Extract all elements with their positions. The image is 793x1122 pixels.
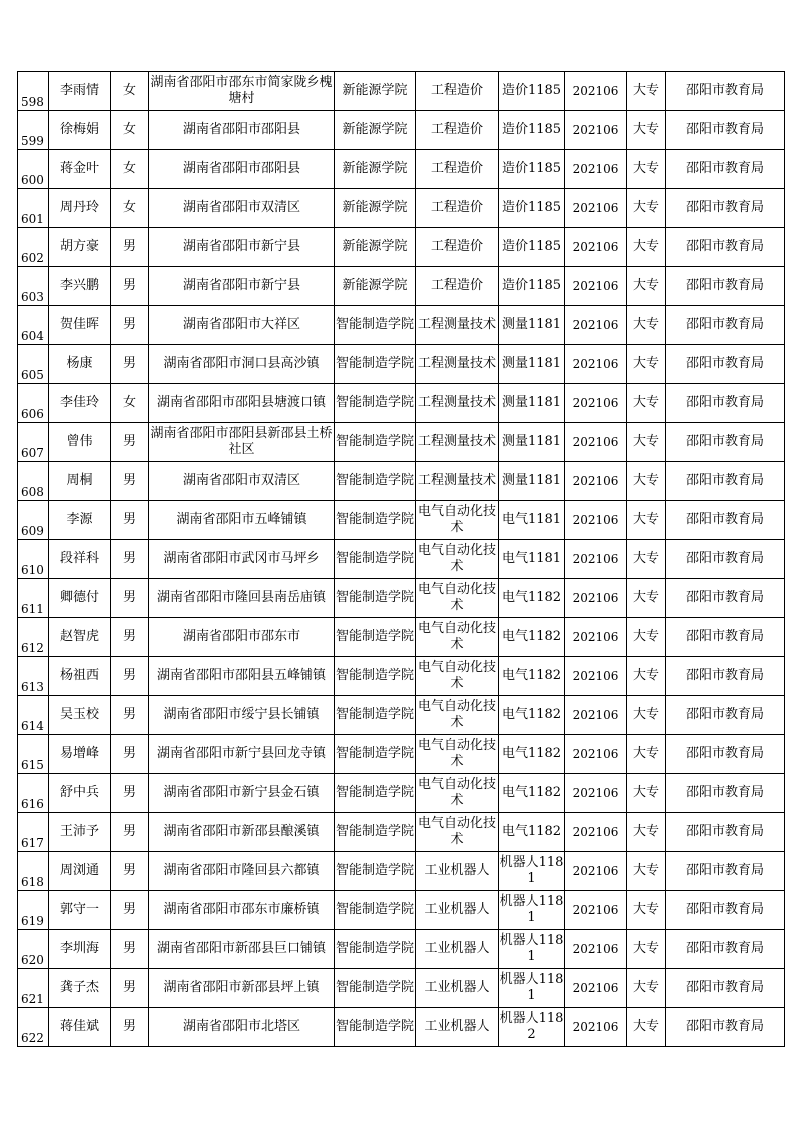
graduation-date-cell: 202106 xyxy=(565,189,627,228)
row-number-cell: 619 xyxy=(18,891,49,930)
graduation-date-cell: 202106 xyxy=(565,228,627,267)
graduation-date-cell: 202106 xyxy=(565,306,627,345)
student-name-cell: 龚子杰 xyxy=(49,969,111,1008)
graduation-date-cell: 202106 xyxy=(565,384,627,423)
student-name-cell: 易增峰 xyxy=(49,735,111,774)
class-code-cell: 测量1181 xyxy=(499,306,565,345)
receiving-unit-cell: 邵阳市教育局 xyxy=(666,423,785,462)
receiving-unit-cell: 邵阳市教育局 xyxy=(666,891,785,930)
gender-cell: 男 xyxy=(111,423,149,462)
receiving-unit-cell: 邵阳市教育局 xyxy=(666,111,785,150)
class-code-cell: 造价1185 xyxy=(499,228,565,267)
table-row xyxy=(18,345,785,384)
gender-cell: 男 xyxy=(111,1008,149,1047)
gender-cell: 男 xyxy=(111,696,149,735)
graduation-date-cell: 202106 xyxy=(565,423,627,462)
education-level-cell: 大专 xyxy=(627,384,666,423)
graduation-date-cell: 202106 xyxy=(565,891,627,930)
major-cell: 工程造价 xyxy=(416,267,499,306)
table-row xyxy=(18,111,785,150)
education-level-cell: 大专 xyxy=(627,618,666,657)
college-cell: 智能制造学院 xyxy=(335,306,416,345)
education-level-cell: 大专 xyxy=(627,891,666,930)
education-level-cell: 大专 xyxy=(627,501,666,540)
table-row xyxy=(18,657,785,696)
student-name-cell: 胡方豪 xyxy=(49,228,111,267)
home-address-cell: 湖南省邵阳市邵阳县塘渡口镇 xyxy=(149,384,335,423)
gender-cell: 男 xyxy=(111,501,149,540)
gender-cell: 男 xyxy=(111,774,149,813)
college-cell: 智能制造学院 xyxy=(335,540,416,579)
education-level-cell: 大专 xyxy=(627,696,666,735)
college-cell: 新能源学院 xyxy=(335,228,416,267)
college-cell: 智能制造学院 xyxy=(335,657,416,696)
row-number-cell: 616 xyxy=(18,774,49,813)
class-code-cell: 电气1182 xyxy=(499,735,565,774)
row-number-cell: 612 xyxy=(18,618,49,657)
table-row xyxy=(18,618,785,657)
student-name-cell: 周丹玲 xyxy=(49,189,111,228)
student-name-cell: 李雨情 xyxy=(49,72,111,111)
row-number-cell: 603 xyxy=(18,267,49,306)
home-address-cell: 湖南省邵阳市新邵县巨口铺镇 xyxy=(149,930,335,969)
college-cell: 智能制造学院 xyxy=(335,735,416,774)
receiving-unit-cell: 邵阳市教育局 xyxy=(666,384,785,423)
home-address-cell: 湖南省邵阳市五峰铺镇 xyxy=(149,501,335,540)
class-code-cell: 机器人1181 xyxy=(499,891,565,930)
table-row xyxy=(18,852,785,891)
college-cell: 智能制造学院 xyxy=(335,462,416,501)
college-cell: 智能制造学院 xyxy=(335,618,416,657)
education-level-cell: 大专 xyxy=(627,852,666,891)
major-cell: 工程造价 xyxy=(416,150,499,189)
class-code-cell: 机器人1181 xyxy=(499,969,565,1008)
gender-cell: 男 xyxy=(111,579,149,618)
student-name-cell: 赵智虎 xyxy=(49,618,111,657)
college-cell: 新能源学院 xyxy=(335,150,416,189)
table-row xyxy=(18,501,785,540)
student-name-cell: 蒋金叶 xyxy=(49,150,111,189)
class-code-cell: 造价1185 xyxy=(499,189,565,228)
row-number-cell: 599 xyxy=(18,111,49,150)
major-cell: 电气自动化技术 xyxy=(416,813,499,852)
education-level-cell: 大专 xyxy=(627,657,666,696)
home-address-cell: 湖南省邵阳市邵东市简家陇乡槐塘村 xyxy=(149,72,335,111)
education-level-cell: 大专 xyxy=(627,267,666,306)
row-number-cell: 621 xyxy=(18,969,49,1008)
education-level-cell: 大专 xyxy=(627,969,666,1008)
row-number-cell: 617 xyxy=(18,813,49,852)
student-name-cell: 卿德付 xyxy=(49,579,111,618)
college-cell: 智能制造学院 xyxy=(335,813,416,852)
receiving-unit-cell: 邵阳市教育局 xyxy=(666,852,785,891)
row-number-cell: 608 xyxy=(18,462,49,501)
table-row xyxy=(18,696,785,735)
gender-cell: 女 xyxy=(111,72,149,111)
gender-cell: 女 xyxy=(111,150,149,189)
class-code-cell: 电气1182 xyxy=(499,618,565,657)
major-cell: 工程测量技术 xyxy=(416,462,499,501)
college-cell: 智能制造学院 xyxy=(335,501,416,540)
student-name-cell: 杨康 xyxy=(49,345,111,384)
student-name-cell: 蒋佳斌 xyxy=(49,1008,111,1047)
home-address-cell: 湖南省邵阳市北塔区 xyxy=(149,1008,335,1047)
gender-cell: 男 xyxy=(111,228,149,267)
major-cell: 工程测量技术 xyxy=(416,384,499,423)
college-cell: 智能制造学院 xyxy=(335,930,416,969)
education-level-cell: 大专 xyxy=(627,813,666,852)
class-code-cell: 机器人1182 xyxy=(499,1008,565,1047)
receiving-unit-cell: 邵阳市教育局 xyxy=(666,228,785,267)
graduation-date-cell: 202106 xyxy=(565,618,627,657)
student-name-cell: 李源 xyxy=(49,501,111,540)
receiving-unit-cell: 邵阳市教育局 xyxy=(666,462,785,501)
major-cell: 工程造价 xyxy=(416,111,499,150)
gender-cell: 女 xyxy=(111,111,149,150)
receiving-unit-cell: 邵阳市教育局 xyxy=(666,72,785,111)
class-code-cell: 机器人1181 xyxy=(499,852,565,891)
receiving-unit-cell: 邵阳市教育局 xyxy=(666,189,785,228)
row-number-cell: 606 xyxy=(18,384,49,423)
row-number-cell: 615 xyxy=(18,735,49,774)
major-cell: 工业机器人 xyxy=(416,852,499,891)
receiving-unit-cell: 邵阳市教育局 xyxy=(666,345,785,384)
major-cell: 电气自动化技术 xyxy=(416,657,499,696)
graduation-date-cell: 202106 xyxy=(565,813,627,852)
receiving-unit-cell: 邵阳市教育局 xyxy=(666,774,785,813)
education-level-cell: 大专 xyxy=(627,540,666,579)
student-name-cell: 周浏通 xyxy=(49,852,111,891)
class-code-cell: 电气1182 xyxy=(499,774,565,813)
class-code-cell: 电气1182 xyxy=(499,657,565,696)
gender-cell: 男 xyxy=(111,540,149,579)
receiving-unit-cell: 邵阳市教育局 xyxy=(666,150,785,189)
roster-body xyxy=(18,72,785,1047)
table-row xyxy=(18,189,785,228)
student-name-cell: 王沛予 xyxy=(49,813,111,852)
table-row xyxy=(18,150,785,189)
row-number-cell: 600 xyxy=(18,150,49,189)
home-address-cell: 湖南省邵阳市洞口县高沙镇 xyxy=(149,345,335,384)
graduation-date-cell: 202106 xyxy=(565,72,627,111)
table-row xyxy=(18,540,785,579)
college-cell: 智能制造学院 xyxy=(335,423,416,462)
student-name-cell: 周桐 xyxy=(49,462,111,501)
major-cell: 电气自动化技术 xyxy=(416,696,499,735)
receiving-unit-cell: 邵阳市教育局 xyxy=(666,267,785,306)
graduation-date-cell: 202106 xyxy=(565,501,627,540)
gender-cell: 男 xyxy=(111,969,149,1008)
home-address-cell: 湖南省邵阳市新宁县 xyxy=(149,228,335,267)
college-cell: 智能制造学院 xyxy=(335,891,416,930)
education-level-cell: 大专 xyxy=(627,150,666,189)
row-number-cell: 607 xyxy=(18,423,49,462)
graduation-date-cell: 202106 xyxy=(565,852,627,891)
graduation-date-cell: 202106 xyxy=(565,540,627,579)
row-number-cell: 604 xyxy=(18,306,49,345)
major-cell: 工程测量技术 xyxy=(416,306,499,345)
gender-cell: 男 xyxy=(111,930,149,969)
class-code-cell: 造价1185 xyxy=(499,111,565,150)
class-code-cell: 电气1181 xyxy=(499,501,565,540)
class-code-cell: 电气1182 xyxy=(499,579,565,618)
table-row xyxy=(18,267,785,306)
table-row xyxy=(18,930,785,969)
class-code-cell: 造价1185 xyxy=(499,267,565,306)
gender-cell: 男 xyxy=(111,657,149,696)
student-roster-table xyxy=(17,71,785,1047)
graduation-date-cell: 202106 xyxy=(565,462,627,501)
graduation-date-cell: 202106 xyxy=(565,345,627,384)
row-number-cell: 610 xyxy=(18,540,49,579)
row-number-cell: 609 xyxy=(18,501,49,540)
row-number-cell: 620 xyxy=(18,930,49,969)
table-row xyxy=(18,735,785,774)
graduation-date-cell: 202106 xyxy=(565,657,627,696)
receiving-unit-cell: 邵阳市教育局 xyxy=(666,501,785,540)
row-number-cell: 622 xyxy=(18,1008,49,1047)
education-level-cell: 大专 xyxy=(627,1008,666,1047)
class-code-cell: 造价1185 xyxy=(499,150,565,189)
table-row xyxy=(18,462,785,501)
class-code-cell: 电气1182 xyxy=(499,696,565,735)
graduation-date-cell: 202106 xyxy=(565,696,627,735)
class-code-cell: 测量1181 xyxy=(499,384,565,423)
student-name-cell: 李佳玲 xyxy=(49,384,111,423)
receiving-unit-cell: 邵阳市教育局 xyxy=(666,930,785,969)
gender-cell: 男 xyxy=(111,852,149,891)
home-address-cell: 湖南省邵阳市大祥区 xyxy=(149,306,335,345)
college-cell: 智能制造学院 xyxy=(335,696,416,735)
home-address-cell: 湖南省邵阳市双清区 xyxy=(149,462,335,501)
college-cell: 智能制造学院 xyxy=(335,774,416,813)
major-cell: 电气自动化技术 xyxy=(416,735,499,774)
education-level-cell: 大专 xyxy=(627,345,666,384)
row-number-cell: 598 xyxy=(18,72,49,111)
education-level-cell: 大专 xyxy=(627,930,666,969)
student-name-cell: 曾伟 xyxy=(49,423,111,462)
table-row xyxy=(18,891,785,930)
home-address-cell: 湖南省邵阳市新邵县酿溪镇 xyxy=(149,813,335,852)
education-level-cell: 大专 xyxy=(627,189,666,228)
graduation-date-cell: 202106 xyxy=(565,150,627,189)
row-number-cell: 611 xyxy=(18,579,49,618)
major-cell: 电气自动化技术 xyxy=(416,774,499,813)
graduation-date-cell: 202106 xyxy=(565,969,627,1008)
major-cell: 电气自动化技术 xyxy=(416,501,499,540)
class-code-cell: 机器人1181 xyxy=(499,930,565,969)
class-code-cell: 电气1181 xyxy=(499,540,565,579)
student-name-cell: 杨祖西 xyxy=(49,657,111,696)
home-address-cell: 湖南省邵阳市双清区 xyxy=(149,189,335,228)
college-cell: 新能源学院 xyxy=(335,189,416,228)
receiving-unit-cell: 邵阳市教育局 xyxy=(666,735,785,774)
class-code-cell: 造价1185 xyxy=(499,72,565,111)
college-cell: 新能源学院 xyxy=(335,72,416,111)
home-address-cell: 湖南省邵阳市新宁县回龙寺镇 xyxy=(149,735,335,774)
graduation-date-cell: 202106 xyxy=(565,267,627,306)
graduation-date-cell: 202106 xyxy=(565,930,627,969)
student-name-cell: 段祥科 xyxy=(49,540,111,579)
table-row xyxy=(18,1008,785,1047)
education-level-cell: 大专 xyxy=(627,306,666,345)
receiving-unit-cell: 邵阳市教育局 xyxy=(666,306,785,345)
table-row xyxy=(18,228,785,267)
education-level-cell: 大专 xyxy=(627,735,666,774)
receiving-unit-cell: 邵阳市教育局 xyxy=(666,1008,785,1047)
home-address-cell: 湖南省邵阳市邵东市廉桥镇 xyxy=(149,891,335,930)
class-code-cell: 测量1181 xyxy=(499,345,565,384)
class-code-cell: 测量1181 xyxy=(499,423,565,462)
table-row xyxy=(18,969,785,1008)
gender-cell: 男 xyxy=(111,306,149,345)
row-number-cell: 602 xyxy=(18,228,49,267)
home-address-cell: 湖南省邵阳市武冈市马坪乡 xyxy=(149,540,335,579)
education-level-cell: 大专 xyxy=(627,462,666,501)
graduation-date-cell: 202106 xyxy=(565,774,627,813)
college-cell: 智能制造学院 xyxy=(335,1008,416,1047)
table-row xyxy=(18,384,785,423)
major-cell: 工程造价 xyxy=(416,72,499,111)
college-cell: 新能源学院 xyxy=(335,111,416,150)
student-name-cell: 李圳海 xyxy=(49,930,111,969)
gender-cell: 男 xyxy=(111,618,149,657)
graduation-date-cell: 202106 xyxy=(565,735,627,774)
row-number-cell: 605 xyxy=(18,345,49,384)
major-cell: 工业机器人 xyxy=(416,891,499,930)
receiving-unit-cell: 邵阳市教育局 xyxy=(666,579,785,618)
table-row xyxy=(18,423,785,462)
student-name-cell: 李兴鹏 xyxy=(49,267,111,306)
receiving-unit-cell: 邵阳市教育局 xyxy=(666,813,785,852)
table-row xyxy=(18,579,785,618)
receiving-unit-cell: 邵阳市教育局 xyxy=(666,696,785,735)
student-name-cell: 贺佳晖 xyxy=(49,306,111,345)
table-row xyxy=(18,306,785,345)
major-cell: 电气自动化技术 xyxy=(416,579,499,618)
student-name-cell: 吴玉校 xyxy=(49,696,111,735)
major-cell: 工业机器人 xyxy=(416,1008,499,1047)
row-number-cell: 618 xyxy=(18,852,49,891)
home-address-cell: 湖南省邵阳市隆回县南岳庙镇 xyxy=(149,579,335,618)
college-cell: 智能制造学院 xyxy=(335,345,416,384)
receiving-unit-cell: 邵阳市教育局 xyxy=(666,540,785,579)
home-address-cell: 湖南省邵阳市邵阳县 xyxy=(149,111,335,150)
home-address-cell: 湖南省邵阳市邵阳县 xyxy=(149,150,335,189)
graduation-date-cell: 202106 xyxy=(565,111,627,150)
graduation-date-cell: 202106 xyxy=(565,579,627,618)
table-row xyxy=(18,774,785,813)
major-cell: 工程造价 xyxy=(416,228,499,267)
table-row xyxy=(18,72,785,111)
major-cell: 工业机器人 xyxy=(416,930,499,969)
student-name-cell: 郭守一 xyxy=(49,891,111,930)
home-address-cell: 湖南省邵阳市新宁县 xyxy=(149,267,335,306)
home-address-cell: 湖南省邵阳市邵阳县新邵县土桥社区 xyxy=(149,423,335,462)
home-address-cell: 湖南省邵阳市绥宁县长铺镇 xyxy=(149,696,335,735)
receiving-unit-cell: 邵阳市教育局 xyxy=(666,618,785,657)
major-cell: 工程测量技术 xyxy=(416,423,499,462)
home-address-cell: 湖南省邵阳市新宁县金石镇 xyxy=(149,774,335,813)
gender-cell: 男 xyxy=(111,891,149,930)
gender-cell: 女 xyxy=(111,189,149,228)
gender-cell: 女 xyxy=(111,384,149,423)
gender-cell: 男 xyxy=(111,735,149,774)
college-cell: 新能源学院 xyxy=(335,267,416,306)
receiving-unit-cell: 邵阳市教育局 xyxy=(666,657,785,696)
row-number-cell: 614 xyxy=(18,696,49,735)
major-cell: 工程测量技术 xyxy=(416,345,499,384)
row-number-cell: 613 xyxy=(18,657,49,696)
education-level-cell: 大专 xyxy=(627,228,666,267)
gender-cell: 男 xyxy=(111,345,149,384)
receiving-unit-cell: 邵阳市教育局 xyxy=(666,969,785,1008)
student-name-cell: 徐梅娟 xyxy=(49,111,111,150)
college-cell: 智能制造学院 xyxy=(335,852,416,891)
graduation-date-cell: 202106 xyxy=(565,1008,627,1047)
college-cell: 智能制造学院 xyxy=(335,969,416,1008)
college-cell: 智能制造学院 xyxy=(335,384,416,423)
major-cell: 工业机器人 xyxy=(416,969,499,1008)
table-row xyxy=(18,813,785,852)
major-cell: 电气自动化技术 xyxy=(416,540,499,579)
row-number-cell: 601 xyxy=(18,189,49,228)
student-name-cell: 舒中兵 xyxy=(49,774,111,813)
class-code-cell: 电气1182 xyxy=(499,813,565,852)
major-cell: 工程造价 xyxy=(416,189,499,228)
home-address-cell: 湖南省邵阳市邵东市 xyxy=(149,618,335,657)
major-cell: 电气自动化技术 xyxy=(416,618,499,657)
education-level-cell: 大专 xyxy=(627,423,666,462)
education-level-cell: 大专 xyxy=(627,774,666,813)
gender-cell: 男 xyxy=(111,813,149,852)
class-code-cell: 测量1181 xyxy=(499,462,565,501)
home-address-cell: 湖南省邵阳市邵阳县五峰铺镇 xyxy=(149,657,335,696)
home-address-cell: 湖南省邵阳市新邵县坪上镇 xyxy=(149,969,335,1008)
college-cell: 智能制造学院 xyxy=(335,579,416,618)
gender-cell: 男 xyxy=(111,267,149,306)
education-level-cell: 大专 xyxy=(627,111,666,150)
home-address-cell: 湖南省邵阳市隆回县六都镇 xyxy=(149,852,335,891)
education-level-cell: 大专 xyxy=(627,72,666,111)
gender-cell: 男 xyxy=(111,462,149,501)
education-level-cell: 大专 xyxy=(627,579,666,618)
